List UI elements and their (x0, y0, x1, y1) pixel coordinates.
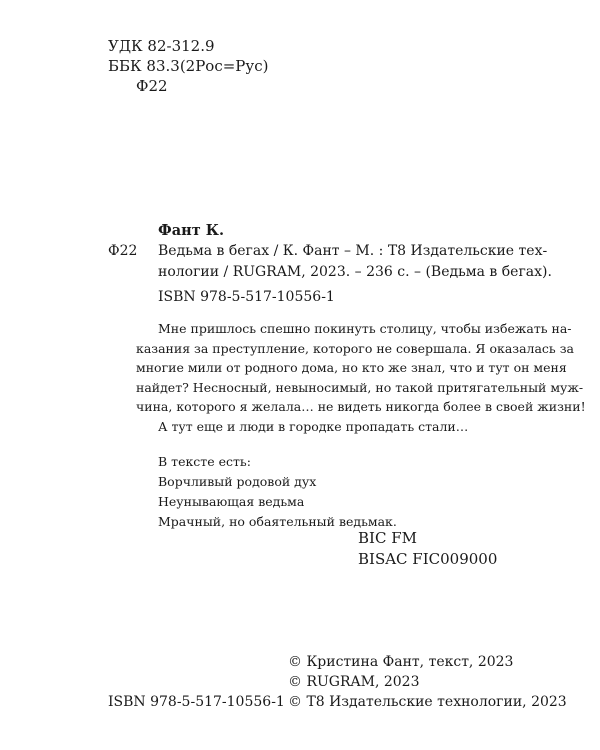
copyright-line: © Кристина Фант, текст, 2023 (288, 654, 514, 670)
udk-code: УДК 82-312.9 (108, 37, 215, 55)
contents-heading: В тексте есть: (158, 454, 251, 469)
annotation-line: чина, которого я желала… не видеть никогда более в своей жизни! (136, 399, 586, 414)
contents-item: Неунывающая ведьма (158, 494, 305, 509)
author-sign-top: Ф22 (136, 77, 168, 95)
author-heading: Фант К. (158, 222, 225, 239)
bbk-code: ББК 83.3(2Рос=Рус) (108, 57, 269, 75)
catalog-isbn: ISBN 978-5-517-10556-1 (158, 289, 335, 305)
annotation-second-paragraph: А тут еще и люди в городке пропадать стали… (158, 419, 469, 434)
bibliographic-description (158, 241, 552, 283)
bic-code: BIC FM (358, 529, 417, 547)
contents-item: Мрачный, но обаятельный ведьмак. (158, 514, 397, 529)
annotation-line: многие мили от родного дома, но кто же знал, что и тут он меня (136, 360, 567, 375)
annotation-line: казания за преступление, которого не совершала. Я оказалась за (136, 340, 574, 356)
annotation-line: Мне пришлось спешно покинуть столицу, чтобы избежать на- (158, 321, 572, 336)
copyright-line: © RUGRAM, 2023 (288, 674, 420, 690)
annotation-paragraph (136, 319, 586, 417)
annotation-line: найдет? Несносный, невыносимый, но такой притягательный муж- (136, 379, 584, 395)
description-line: нологии / RUGRAM, 2023. – 236 с. – (Ведьма в бегах). (158, 264, 552, 280)
bisac-code: BISAC FIC009000 (358, 550, 498, 568)
description-line: Ведьма в бегах / К. Фант – М. : Т8 Издательские тех- (158, 243, 548, 259)
author-sign-left: Ф22 (108, 243, 138, 259)
contents-item: Ворчливый родовой дух (158, 474, 317, 489)
footer-isbn: ISBN 978-5-517-10556-1 (108, 694, 285, 710)
copyright-line: © Т8 Издательские технологии, 2023 (288, 694, 567, 710)
